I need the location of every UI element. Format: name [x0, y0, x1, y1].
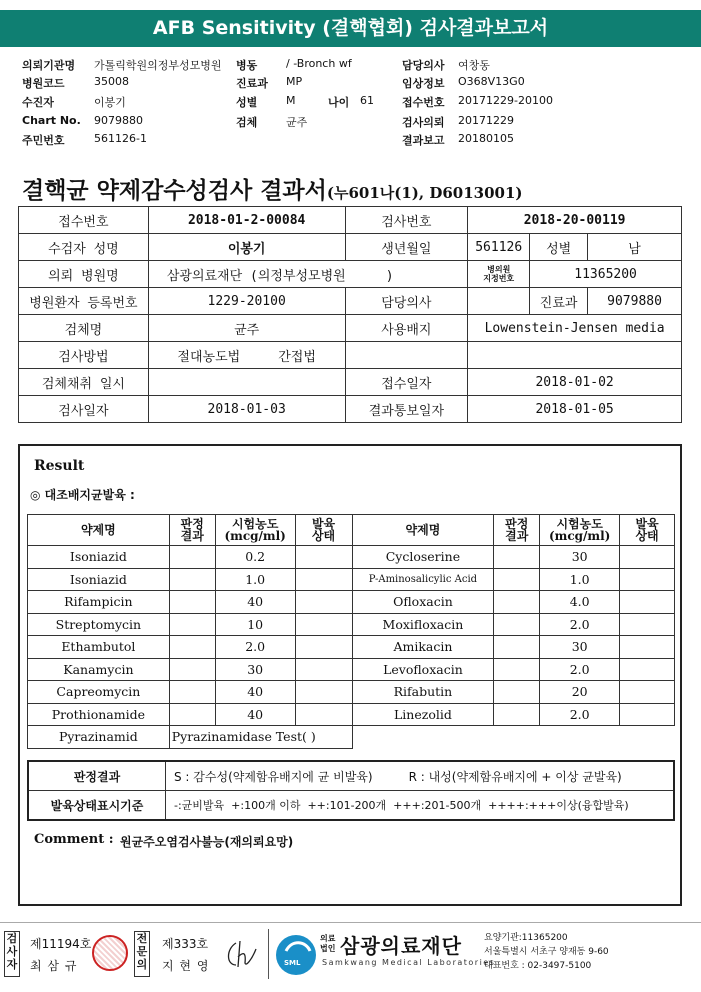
specialist-label: 전문의 [134, 931, 150, 977]
drug-table-header [28, 515, 675, 546]
table-row: Isoniazid 0.2 Cycloserine 30 [28, 546, 675, 569]
header-hospital: 의뢰기관명 가톨릭학원의정부성모병원 [22, 59, 222, 72]
table-row: Kanamycin 30 Levofloxacin 2.0 [28, 658, 675, 681]
col-conc-2: 시험농도 (mcg/ml) [540, 515, 620, 546]
sex-label: 성별 [530, 234, 588, 261]
notified-value: 2018-01-05 [468, 396, 682, 423]
drug-sensitivity-table [27, 514, 675, 749]
legend-growth-value: -:균비발육 +:100개 이하 ++:101-200개 +++:201-500개 ++++:+++이상(융합발육) [166, 791, 675, 821]
sex-value: 남 [588, 234, 682, 261]
dept-label: 진료과 [530, 288, 588, 315]
tested-label: 검사일자 [19, 396, 149, 423]
tester-seal-icon [92, 935, 128, 971]
medium-label: 사용배지 [345, 315, 468, 342]
tester-label: 검사자 [4, 931, 20, 977]
header-hospital-code: 병원코드 35008 [22, 75, 129, 90]
table-row: Ethambutol 2.0 Amikacin 30 [28, 636, 675, 659]
doctor-value [468, 288, 530, 315]
specialist-no: 제333호 [162, 937, 209, 951]
table-row: Streptomycin 10 Moxifloxacin 2.0 [28, 613, 675, 636]
patient-label: 수검자 성명 [19, 234, 149, 261]
col-conc: 시험농도 (mcg/ml) [215, 515, 295, 546]
designation-value: 11365200 [530, 261, 682, 288]
patient-value: 이봉기 [148, 234, 345, 261]
legend-growth-label: 발육상태표시기준 [28, 791, 166, 821]
col-growth-2: 발육 상태 [620, 515, 675, 546]
receipt-no-value: 2018-01-2-00084 [148, 207, 345, 234]
legend-table [27, 760, 675, 821]
birth-label: 생년월일 [345, 234, 468, 261]
header-report-date: 결과보고 20180105 [402, 132, 514, 147]
header-specimen: 검체 균주 [236, 116, 308, 129]
col-judge-2: 판정 결과 [494, 515, 540, 546]
header-patient: 수진자 이봉기 [22, 96, 126, 109]
legend-judge-label: 판정결과 [28, 761, 166, 791]
report-title-bar [0, 10, 701, 47]
tester-no: 제11194호 [30, 937, 92, 951]
table-row: Capreomycin 40 Rifabutin 20 [28, 681, 675, 704]
org-contact: 요양기관:11365200 서울특별시 서초구 양재동 9-60 대표번호 : 02-3497-5100 [484, 933, 609, 971]
specialist-name: 지 현 영 [162, 959, 210, 973]
test-no-label: 검사번호 [345, 207, 468, 234]
reg-no-value: 1229-20100 [148, 288, 345, 315]
comment-label: Comment : [34, 832, 114, 847]
result-label: Result [34, 458, 85, 474]
footer [0, 922, 701, 985]
hospital-value: 삼광의료재단 (의정부성모병원 ) [148, 261, 467, 288]
table-row: Rifampicin 40 Ofloxacin 4.0 [28, 591, 675, 614]
dept-value: 9079880 [588, 288, 682, 315]
footer-divider [268, 929, 269, 979]
org-tag: 의료 법인 [320, 934, 336, 953]
table-row-pza: Pyrazinamid Pyrazinamidase Test( ) [28, 726, 675, 749]
test-no-value: 2018-20-00119 [468, 207, 682, 234]
tested-value: 2018-01-03 [148, 396, 345, 423]
main-title: 결핵균 약제감수성검사 결과서(누601나(1), D6013001) [22, 177, 523, 204]
header-clinical-info: 임상정보 O368V13G0 [402, 75, 525, 90]
doctor-label: 담당의사 [345, 288, 468, 315]
org-name: 삼광의료재단 [340, 934, 462, 958]
comment-value: 원균주오염검사불능(재의뢰요망) [120, 835, 294, 849]
header-age: 나이 61 [328, 94, 374, 109]
hospital-label: 의뢰 병원명 [19, 261, 149, 288]
tester-name: 최 삼 규 [30, 959, 78, 973]
received-value: 2018-01-02 [468, 369, 682, 396]
header-chart-no: Chart No. 9079880 [22, 114, 143, 127]
collect-label: 검체채취 일시 [19, 369, 149, 396]
main-title-code: (누601나(1), D6013001) [326, 184, 523, 202]
receipt-no-label: 접수번호 [19, 207, 149, 234]
col-growth: 발육 상태 [295, 515, 352, 546]
header-resident-no: 주민번호 561126-1 [22, 132, 147, 147]
header-sex: 성별 M [236, 94, 296, 109]
header-ward: 병동 / -Bronch wf [236, 57, 352, 72]
result-section [18, 444, 682, 906]
method-label: 검사방법 [19, 342, 149, 369]
birth-value: 561126 [468, 234, 530, 261]
method-value: 절대농도법 간접법 [148, 342, 345, 369]
col-judge: 판정 결과 [169, 515, 215, 546]
patient-info-table [18, 206, 682, 423]
col-drug-2: 약제명 [352, 515, 494, 546]
collect-value [148, 369, 345, 396]
received-label: 접수일자 [345, 369, 468, 396]
medium-value: Lowenstein-Jensen media [468, 315, 682, 342]
notified-label: 결과통보일자 [345, 396, 468, 423]
org-english-name: Samkwang Medical Laboratories [322, 958, 496, 967]
report-title: AFB Sensitivity (결핵협회) 검사결과보고서 [152, 17, 549, 39]
header-request-date: 검사의뢰 20171229 [402, 114, 514, 129]
specimen-value: 균주 [148, 315, 345, 342]
sml-logo-icon [274, 931, 318, 977]
table-row: Prothionamide 40 Linezolid 2.0 [28, 703, 675, 726]
sml-logo-text: SML [284, 959, 301, 967]
specimen-label: 검체명 [19, 315, 149, 342]
legend-judge-value: S : 감수성(약제함유배지에 균 비발육) R : 내성(약제함유배지에 + 이상 균발육) [166, 761, 675, 791]
control-growth-label: ◎ 대조배지균발육 : [30, 488, 135, 502]
designation-label: 병의원 지정번호 [468, 261, 530, 288]
table-row: Isoniazid 1.0 P-Aminosalicylic Acid 1.0 [28, 568, 675, 591]
reg-no-label: 병원환자 등록번호 [19, 288, 149, 315]
signature-icon [222, 937, 262, 971]
header-receipt-no: 접수번호 20171229-20100 [402, 94, 553, 109]
col-drug: 약제명 [28, 515, 170, 546]
header-dept: 진료과 MP [236, 75, 303, 90]
header-doctor: 담당의사 여창동 [402, 59, 490, 72]
